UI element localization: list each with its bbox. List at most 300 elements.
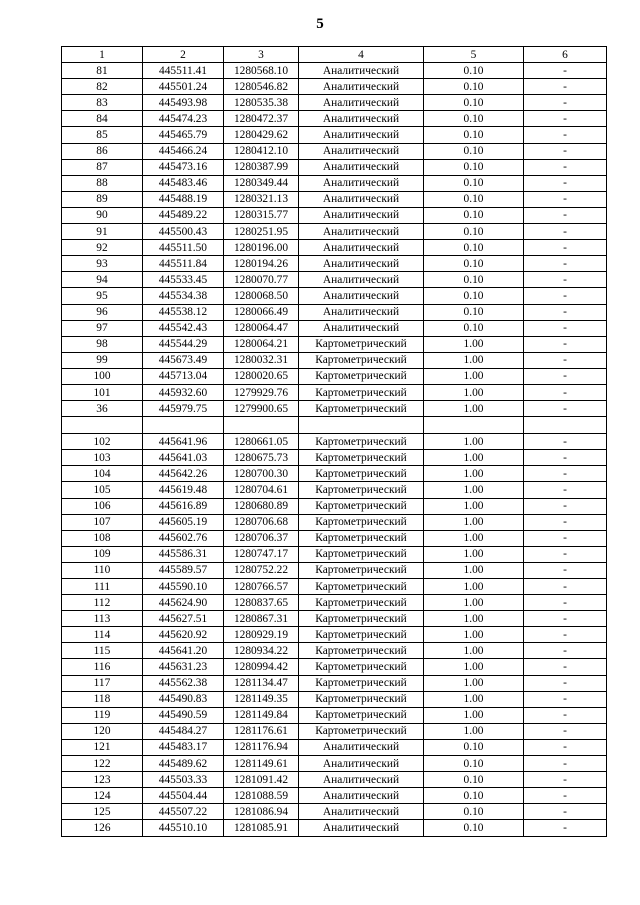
- description-cell: -: [524, 820, 607, 836]
- table-row: [62, 434, 607, 450]
- x-coordinate-cell: 445504.44: [143, 788, 224, 804]
- blank-cell: [524, 417, 607, 434]
- y-coordinate-cell: 1280321.13: [224, 191, 299, 207]
- method-cell: Аналитический: [299, 804, 424, 820]
- point-number-cell: 121: [62, 739, 143, 755]
- point-number-cell: 87: [62, 159, 143, 175]
- y-coordinate-cell: 1281088.59: [224, 788, 299, 804]
- accuracy-cell: 1.00: [424, 466, 524, 482]
- point-number-cell: 93: [62, 256, 143, 272]
- point-number-cell: 105: [62, 482, 143, 498]
- y-coordinate-cell: 1281149.84: [224, 707, 299, 723]
- point-number-cell: 110: [62, 562, 143, 578]
- description-cell: -: [524, 804, 607, 820]
- method-cell: Аналитический: [299, 240, 424, 256]
- description-cell: -: [524, 240, 607, 256]
- description-cell: -: [524, 320, 607, 336]
- column-header-6: 6: [524, 47, 607, 63]
- blank-separator-row: [62, 417, 607, 434]
- table-row: [62, 530, 607, 546]
- description-cell: -: [524, 756, 607, 772]
- method-cell: Картометрический: [299, 643, 424, 659]
- table-row: [62, 514, 607, 530]
- point-number-cell: 92: [62, 240, 143, 256]
- y-coordinate-cell: 1280934.22: [224, 643, 299, 659]
- point-number-cell: 115: [62, 643, 143, 659]
- accuracy-cell: 0.10: [424, 788, 524, 804]
- method-cell: Картометрический: [299, 336, 424, 352]
- y-coordinate-cell: 1280068.50: [224, 288, 299, 304]
- y-coordinate-cell: 1280994.42: [224, 659, 299, 675]
- accuracy-cell: 1.00: [424, 530, 524, 546]
- description-cell: -: [524, 272, 607, 288]
- point-number-cell: 109: [62, 546, 143, 562]
- y-coordinate-cell: 1280675.73: [224, 450, 299, 466]
- y-coordinate-cell: 1280867.31: [224, 611, 299, 627]
- table-row: [62, 611, 607, 627]
- method-cell: Аналитический: [299, 159, 424, 175]
- table-row: [62, 272, 607, 288]
- method-cell: Картометрический: [299, 723, 424, 739]
- y-coordinate-cell: 1280066.49: [224, 304, 299, 320]
- table-row: [62, 466, 607, 482]
- point-number-cell: 125: [62, 804, 143, 820]
- point-number-cell: 117: [62, 675, 143, 691]
- method-cell: Картометрический: [299, 434, 424, 450]
- description-cell: -: [524, 384, 607, 400]
- accuracy-cell: 0.10: [424, 175, 524, 191]
- description-cell: -: [524, 482, 607, 498]
- accuracy-cell: 1.00: [424, 498, 524, 514]
- method-cell: Картометрический: [299, 514, 424, 530]
- description-cell: -: [524, 788, 607, 804]
- description-cell: -: [524, 191, 607, 207]
- table-row: [62, 304, 607, 320]
- description-cell: -: [524, 450, 607, 466]
- table-row: [62, 191, 607, 207]
- accuracy-cell: 1.00: [424, 562, 524, 578]
- table-row: [62, 562, 607, 578]
- x-coordinate-cell: 445562.38: [143, 675, 224, 691]
- y-coordinate-cell: 1280568.10: [224, 63, 299, 79]
- y-coordinate-cell: 1281086.94: [224, 804, 299, 820]
- accuracy-cell: 1.00: [424, 579, 524, 595]
- point-number-cell: 120: [62, 723, 143, 739]
- table-row: [62, 336, 607, 352]
- y-coordinate-cell: 1280837.65: [224, 595, 299, 611]
- accuracy-cell: 0.10: [424, 95, 524, 111]
- method-cell: Картометрический: [299, 466, 424, 482]
- table-row: [62, 159, 607, 175]
- point-number-cell: 123: [62, 772, 143, 788]
- y-coordinate-cell: 1281149.61: [224, 756, 299, 772]
- x-coordinate-cell: 445641.20: [143, 643, 224, 659]
- y-coordinate-cell: 1280535.38: [224, 95, 299, 111]
- x-coordinate-cell: 445631.23: [143, 659, 224, 675]
- table-body-part-b: [62, 434, 607, 836]
- point-number-cell: 99: [62, 352, 143, 368]
- x-coordinate-cell: 445605.19: [143, 514, 224, 530]
- point-number-cell: 124: [62, 788, 143, 804]
- table-row: [62, 739, 607, 755]
- table-row: [62, 384, 607, 400]
- x-coordinate-cell: 445493.98: [143, 95, 224, 111]
- x-coordinate-cell: 445501.24: [143, 79, 224, 95]
- method-cell: Аналитический: [299, 175, 424, 191]
- table-row: [62, 659, 607, 675]
- method-cell: Аналитический: [299, 772, 424, 788]
- accuracy-cell: 0.10: [424, 288, 524, 304]
- method-cell: Аналитический: [299, 820, 424, 836]
- accuracy-cell: 0.10: [424, 320, 524, 336]
- point-number-cell: 112: [62, 595, 143, 611]
- blank-cell: [143, 417, 224, 434]
- method-cell: Картометрический: [299, 450, 424, 466]
- table-row: [62, 288, 607, 304]
- point-number-cell: 122: [62, 756, 143, 772]
- accuracy-cell: 0.10: [424, 111, 524, 127]
- accuracy-cell: 1.00: [424, 450, 524, 466]
- x-coordinate-cell: 445507.22: [143, 804, 224, 820]
- description-cell: -: [524, 111, 607, 127]
- description-cell: -: [524, 707, 607, 723]
- page-number: 5: [316, 16, 324, 32]
- method-cell: Аналитический: [299, 207, 424, 223]
- description-cell: -: [524, 224, 607, 240]
- x-coordinate-cell: 445624.90: [143, 595, 224, 611]
- description-cell: -: [524, 63, 607, 79]
- method-cell: Картометрический: [299, 352, 424, 368]
- description-cell: -: [524, 434, 607, 450]
- y-coordinate-cell: 1280070.77: [224, 272, 299, 288]
- table-row: [62, 175, 607, 191]
- method-cell: Картометрический: [299, 384, 424, 400]
- point-number-cell: 118: [62, 691, 143, 707]
- x-coordinate-cell: 445490.83: [143, 691, 224, 707]
- x-coordinate-cell: 445538.12: [143, 304, 224, 320]
- method-cell: Картометрический: [299, 611, 424, 627]
- x-coordinate-cell: 445465.79: [143, 127, 224, 143]
- description-cell: -: [524, 304, 607, 320]
- y-coordinate-cell: 1280929.19: [224, 627, 299, 643]
- y-coordinate-cell: 1280020.65: [224, 368, 299, 384]
- y-coordinate-cell: 1280706.68: [224, 514, 299, 530]
- accuracy-cell: 1.00: [424, 611, 524, 627]
- method-cell: Аналитический: [299, 191, 424, 207]
- x-coordinate-cell: 445544.29: [143, 336, 224, 352]
- blank-cell: [62, 417, 143, 434]
- method-cell: Картометрический: [299, 368, 424, 384]
- method-cell: Картометрический: [299, 675, 424, 691]
- description-cell: -: [524, 595, 607, 611]
- y-coordinate-cell: 1280387.99: [224, 159, 299, 175]
- table-row: [62, 63, 607, 79]
- y-coordinate-cell: 1281176.94: [224, 739, 299, 755]
- y-coordinate-cell: 1280064.47: [224, 320, 299, 336]
- column-header-4: 4: [299, 47, 424, 63]
- x-coordinate-cell: 445510.10: [143, 820, 224, 836]
- accuracy-cell: 1.00: [424, 546, 524, 562]
- point-number-cell: 98: [62, 336, 143, 352]
- point-number-cell: 90: [62, 207, 143, 223]
- accuracy-cell: 0.10: [424, 79, 524, 95]
- description-cell: -: [524, 772, 607, 788]
- method-cell: Картометрический: [299, 707, 424, 723]
- description-cell: -: [524, 643, 607, 659]
- point-number-cell: 96: [62, 304, 143, 320]
- y-coordinate-cell: 1279900.65: [224, 401, 299, 417]
- point-number-cell: 103: [62, 450, 143, 466]
- table-row: [62, 498, 607, 514]
- y-coordinate-cell: 1280700.30: [224, 466, 299, 482]
- table-row: [62, 820, 607, 836]
- method-cell: Аналитический: [299, 111, 424, 127]
- description-cell: -: [524, 401, 607, 417]
- point-number-cell: 36: [62, 401, 143, 417]
- accuracy-cell: 0.10: [424, 756, 524, 772]
- method-cell: Картометрический: [299, 401, 424, 417]
- description-cell: -: [524, 127, 607, 143]
- table-row: [62, 207, 607, 223]
- description-cell: -: [524, 368, 607, 384]
- y-coordinate-cell: 1281085.91: [224, 820, 299, 836]
- table-row: [62, 320, 607, 336]
- x-coordinate-cell: 445511.84: [143, 256, 224, 272]
- method-cell: Аналитический: [299, 127, 424, 143]
- y-coordinate-cell: 1280349.44: [224, 175, 299, 191]
- accuracy-cell: 1.00: [424, 368, 524, 384]
- column-header-1: 1: [62, 47, 143, 63]
- point-number-cell: 104: [62, 466, 143, 482]
- table-row: [62, 595, 607, 611]
- x-coordinate-cell: 445590.10: [143, 579, 224, 595]
- description-cell: -: [524, 498, 607, 514]
- method-cell: Аналитический: [299, 304, 424, 320]
- x-coordinate-cell: 445620.92: [143, 627, 224, 643]
- y-coordinate-cell: 1281149.35: [224, 691, 299, 707]
- accuracy-cell: 0.10: [424, 240, 524, 256]
- method-cell: Аналитический: [299, 788, 424, 804]
- method-cell: Аналитический: [299, 143, 424, 159]
- table-row: [62, 79, 607, 95]
- y-coordinate-cell: 1279929.76: [224, 384, 299, 400]
- method-cell: Картометрический: [299, 579, 424, 595]
- table-row: [62, 240, 607, 256]
- method-cell: Картометрический: [299, 562, 424, 578]
- description-cell: -: [524, 691, 607, 707]
- x-coordinate-cell: 445483.46: [143, 175, 224, 191]
- y-coordinate-cell: 1281134.47: [224, 675, 299, 691]
- x-coordinate-cell: 445586.31: [143, 546, 224, 562]
- point-number-cell: 113: [62, 611, 143, 627]
- x-coordinate-cell: 445713.04: [143, 368, 224, 384]
- x-coordinate-cell: 445616.89: [143, 498, 224, 514]
- accuracy-cell: 1.00: [424, 643, 524, 659]
- x-coordinate-cell: 445542.43: [143, 320, 224, 336]
- table-row: [62, 401, 607, 417]
- x-coordinate-cell: 445602.76: [143, 530, 224, 546]
- table-row: [62, 95, 607, 111]
- description-cell: -: [524, 723, 607, 739]
- accuracy-cell: 0.10: [424, 127, 524, 143]
- description-cell: -: [524, 627, 607, 643]
- y-coordinate-cell: 1280680.89: [224, 498, 299, 514]
- y-coordinate-cell: 1280546.82: [224, 79, 299, 95]
- y-coordinate-cell: 1280196.00: [224, 240, 299, 256]
- y-coordinate-cell: 1281176.61: [224, 723, 299, 739]
- method-cell: Аналитический: [299, 320, 424, 336]
- point-number-cell: 84: [62, 111, 143, 127]
- x-coordinate-cell: 445932.60: [143, 384, 224, 400]
- table-row: [62, 143, 607, 159]
- accuracy-cell: 1.00: [424, 723, 524, 739]
- accuracy-cell: 0.10: [424, 804, 524, 820]
- description-cell: -: [524, 466, 607, 482]
- description-cell: -: [524, 175, 607, 191]
- x-coordinate-cell: 445641.03: [143, 450, 224, 466]
- table-row: [62, 788, 607, 804]
- accuracy-cell: 0.10: [424, 63, 524, 79]
- column-header-3: 3: [224, 47, 299, 63]
- blank-cell: [299, 417, 424, 434]
- description-cell: -: [524, 256, 607, 272]
- method-cell: Аналитический: [299, 272, 424, 288]
- method-cell: Картометрический: [299, 595, 424, 611]
- x-coordinate-cell: 445489.22: [143, 207, 224, 223]
- x-coordinate-cell: 445511.41: [143, 63, 224, 79]
- point-number-cell: 86: [62, 143, 143, 159]
- accuracy-cell: 1.00: [424, 627, 524, 643]
- y-coordinate-cell: 1280194.26: [224, 256, 299, 272]
- accuracy-cell: 0.10: [424, 191, 524, 207]
- point-number-cell: 88: [62, 175, 143, 191]
- table-row: [62, 546, 607, 562]
- column-header-5: 5: [424, 47, 524, 63]
- table-row: [62, 691, 607, 707]
- description-cell: -: [524, 288, 607, 304]
- y-coordinate-cell: 1280706.37: [224, 530, 299, 546]
- x-coordinate-cell: 445589.57: [143, 562, 224, 578]
- point-number-cell: 102: [62, 434, 143, 450]
- accuracy-cell: 0.10: [424, 256, 524, 272]
- point-number-cell: 97: [62, 320, 143, 336]
- x-coordinate-cell: 445489.62: [143, 756, 224, 772]
- table-row: [62, 482, 607, 498]
- y-coordinate-cell: 1280251.95: [224, 224, 299, 240]
- table-row: [62, 723, 607, 739]
- point-number-cell: 108: [62, 530, 143, 546]
- accuracy-cell: 1.00: [424, 434, 524, 450]
- x-coordinate-cell: 445474.23: [143, 111, 224, 127]
- accuracy-cell: 1.00: [424, 482, 524, 498]
- table-row: [62, 756, 607, 772]
- x-coordinate-cell: 445641.96: [143, 434, 224, 450]
- header-row: [62, 47, 607, 63]
- table-row: [62, 627, 607, 643]
- point-number-cell: 114: [62, 627, 143, 643]
- y-coordinate-cell: 1280661.05: [224, 434, 299, 450]
- x-coordinate-cell: 445511.50: [143, 240, 224, 256]
- table-row: [62, 111, 607, 127]
- description-cell: -: [524, 562, 607, 578]
- description-cell: -: [524, 530, 607, 546]
- blank-cell: [224, 417, 299, 434]
- y-coordinate-cell: 1280704.61: [224, 482, 299, 498]
- description-cell: -: [524, 579, 607, 595]
- description-cell: -: [524, 143, 607, 159]
- method-cell: Аналитический: [299, 756, 424, 772]
- y-coordinate-cell: 1280752.22: [224, 562, 299, 578]
- method-cell: Аналитический: [299, 256, 424, 272]
- point-number-cell: 94: [62, 272, 143, 288]
- accuracy-cell: 1.00: [424, 401, 524, 417]
- accuracy-cell: 1.00: [424, 336, 524, 352]
- method-cell: Картометрический: [299, 530, 424, 546]
- method-cell: Картометрический: [299, 482, 424, 498]
- accuracy-cell: 0.10: [424, 207, 524, 223]
- y-coordinate-cell: 1280064.21: [224, 336, 299, 352]
- table-row: [62, 675, 607, 691]
- accuracy-cell: 1.00: [424, 707, 524, 723]
- accuracy-cell: 1.00: [424, 659, 524, 675]
- accuracy-cell: 1.00: [424, 691, 524, 707]
- table-row: [62, 804, 607, 820]
- coordinates-table: [61, 46, 607, 837]
- point-number-cell: 95: [62, 288, 143, 304]
- accuracy-cell: 0.10: [424, 820, 524, 836]
- point-number-cell: 101: [62, 384, 143, 400]
- description-cell: -: [524, 336, 607, 352]
- table-separator: [62, 417, 607, 434]
- x-coordinate-cell: 445484.27: [143, 723, 224, 739]
- accuracy-cell: 0.10: [424, 159, 524, 175]
- accuracy-cell: 1.00: [424, 675, 524, 691]
- x-coordinate-cell: 445533.45: [143, 272, 224, 288]
- method-cell: Аналитический: [299, 79, 424, 95]
- table-row: [62, 643, 607, 659]
- x-coordinate-cell: 445534.38: [143, 288, 224, 304]
- description-cell: -: [524, 79, 607, 95]
- x-coordinate-cell: 445627.51: [143, 611, 224, 627]
- x-coordinate-cell: 445642.26: [143, 466, 224, 482]
- y-coordinate-cell: 1280766.57: [224, 579, 299, 595]
- method-cell: Аналитический: [299, 739, 424, 755]
- accuracy-cell: 0.10: [424, 739, 524, 755]
- description-cell: -: [524, 659, 607, 675]
- y-coordinate-cell: 1280412.10: [224, 143, 299, 159]
- y-coordinate-cell: 1280747.17: [224, 546, 299, 562]
- method-cell: Картометрический: [299, 659, 424, 675]
- point-number-cell: 126: [62, 820, 143, 836]
- point-number-cell: 106: [62, 498, 143, 514]
- table-row: [62, 707, 607, 723]
- method-cell: Картометрический: [299, 546, 424, 562]
- table-row: [62, 352, 607, 368]
- x-coordinate-cell: 445466.24: [143, 143, 224, 159]
- accuracy-cell: 0.10: [424, 272, 524, 288]
- table-row: [62, 127, 607, 143]
- method-cell: Аналитический: [299, 95, 424, 111]
- point-number-cell: 81: [62, 63, 143, 79]
- table-row: [62, 579, 607, 595]
- x-coordinate-cell: 445483.17: [143, 739, 224, 755]
- description-cell: -: [524, 159, 607, 175]
- table-row: [62, 368, 607, 384]
- description-cell: -: [524, 611, 607, 627]
- accuracy-cell: 0.10: [424, 143, 524, 159]
- accuracy-cell: 1.00: [424, 352, 524, 368]
- accuracy-cell: 1.00: [424, 595, 524, 611]
